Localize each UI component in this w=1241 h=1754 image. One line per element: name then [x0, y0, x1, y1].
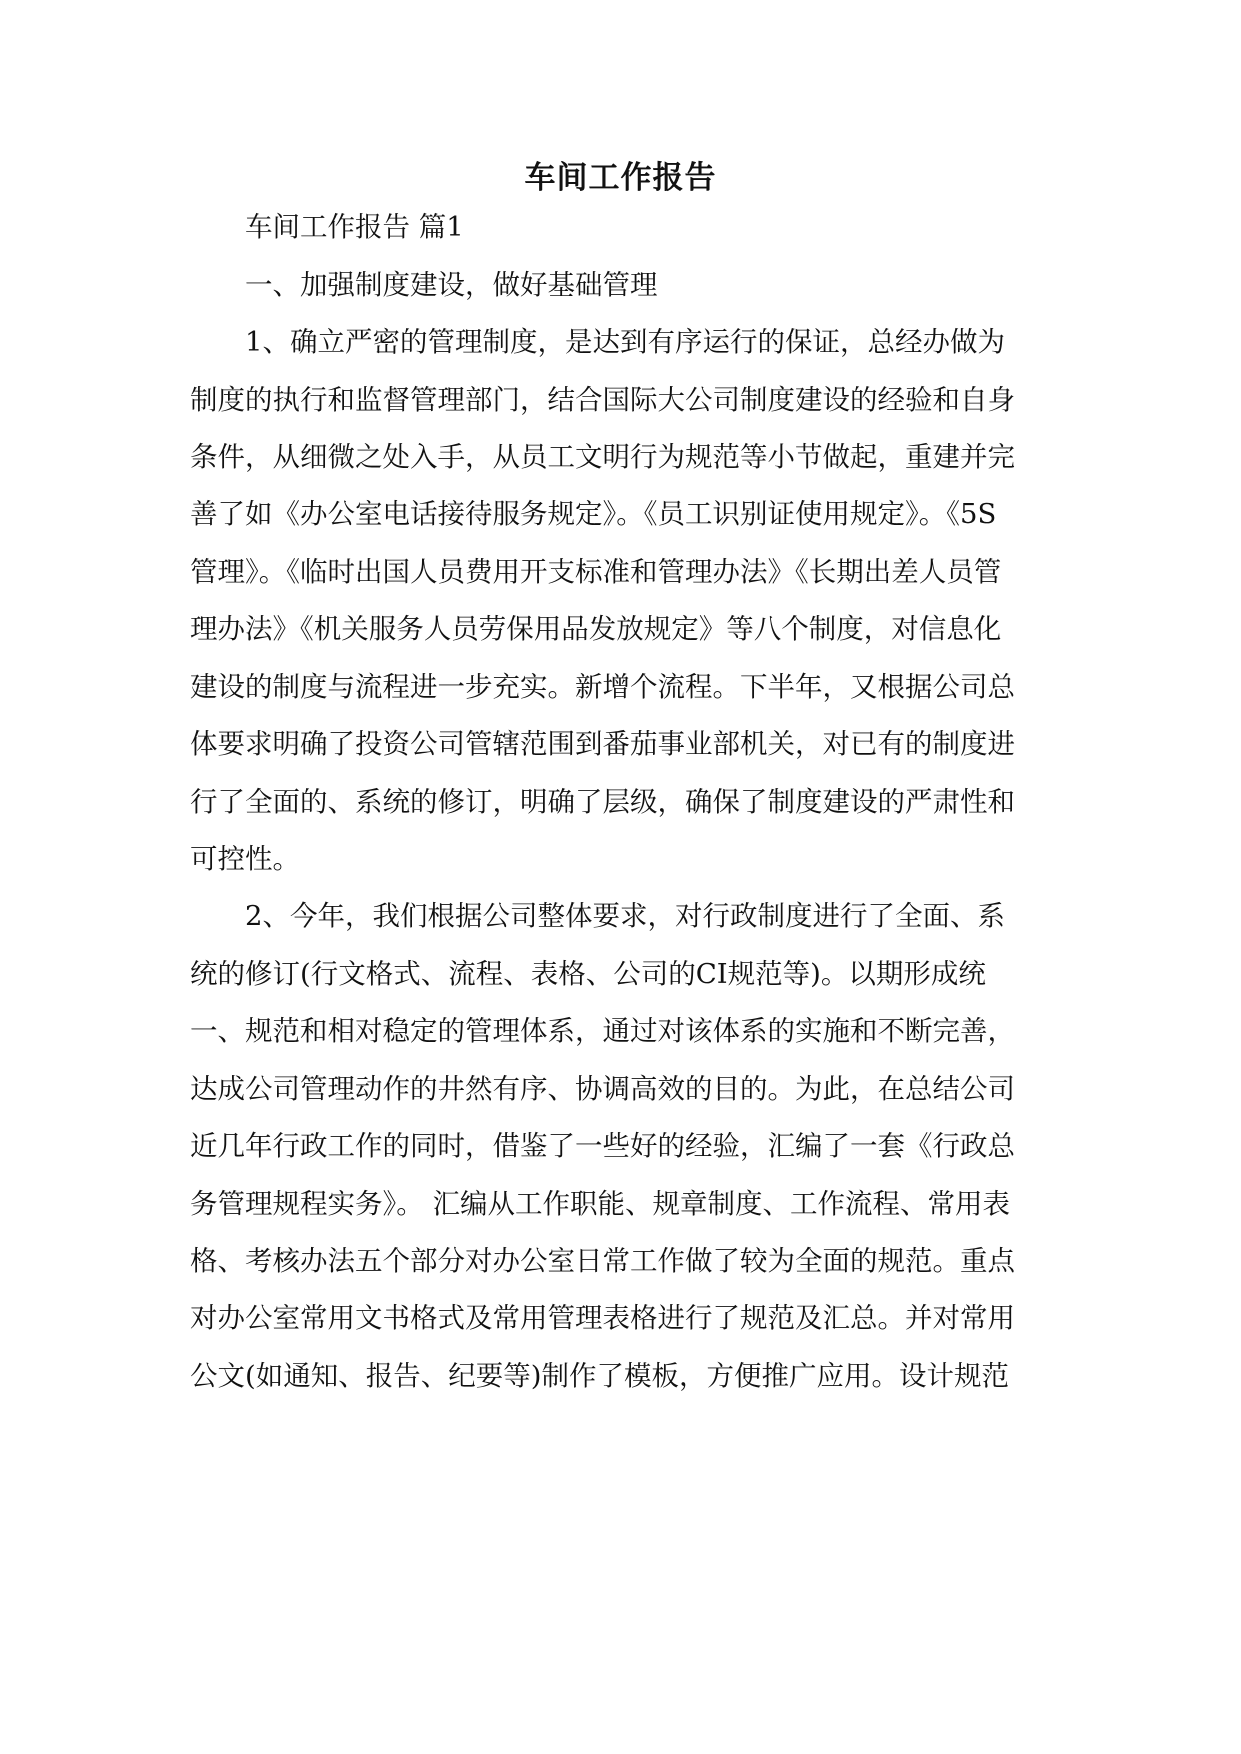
paragraph-line: 行了全面的、系统的修订，明确了层级，确保了制度建设的严肃性和 [190, 786, 1015, 818]
paragraph-line: 可控性。 [190, 843, 300, 875]
section-heading: 车间工作报告 篇1 [245, 211, 464, 243]
paragraph-line: 制度的执行和监督管理部门，结合国际大公司制度建设的经验和自身 [190, 384, 1015, 416]
paragraph-line: 公文(如通知、报告、纪要等)制作了模板，方便推广应用。设计规范 [190, 1360, 1009, 1392]
paragraph-line: 达成公司管理动作的井然有序、协调高效的目的。为此，在总结公司 [190, 1073, 1015, 1105]
paragraph-line: 对办公室常用文书格式及常用管理表格进行了规范及汇总。并对常用 [190, 1302, 1015, 1334]
paragraph-line: 条件，从细微之处入手，从员工文明行为规范等小节做起，重建并完 [190, 441, 1015, 473]
paragraph-line: 务管理规程实务》。 汇编从工作职能、规章制度、工作流程、常用表 [190, 1188, 1010, 1220]
paragraph-line: 体要求明确了投资公司管辖范围到番茄事业部机关，对已有的制度进 [190, 728, 1015, 760]
paragraph-line: 理办法》《机关服务人员劳保用品发放规定》等八个制度，对信息化 [190, 613, 1002, 645]
paragraph-line: 建设的制度与流程进一步充实。新增个流程。下半年，又根据公司总 [190, 671, 1015, 703]
paragraph-line: 近几年行政工作的同时，借鉴了一些好的经验，汇编了一套《行政总 [190, 1130, 1015, 1162]
paragraph-line: 格、考核办法五个部分对办公室日常工作做了较为全面的规范。重点 [190, 1245, 1015, 1277]
paragraph-line: 善了如《办公室电话接待服务规定》。《员工识别证使用规定》。《5S [190, 498, 997, 530]
document-title: 车间工作报告 [524, 160, 717, 196]
paragraph-line: 统的修订(行文格式、流程、表格、公司的CI规范等)。以期形成统 [190, 958, 986, 990]
paragraph-line: 管理》。《临时出国人员费用开支标准和管理办法》《长期出差人员管 [190, 556, 1002, 588]
paragraph-line: 一、规范和相对稳定的管理体系，通过对该体系的实施和不断完善， [190, 1015, 1015, 1047]
paragraph-line: 1、确立严密的管理制度，是达到有序运行的保证，总经办做为 [245, 326, 1005, 358]
subheading: 一、加强制度建设，做好基础管理 [245, 269, 658, 301]
paragraph-line: 2、今年，我们根据公司整体要求，对行政制度进行了全面、系 [245, 900, 1005, 932]
